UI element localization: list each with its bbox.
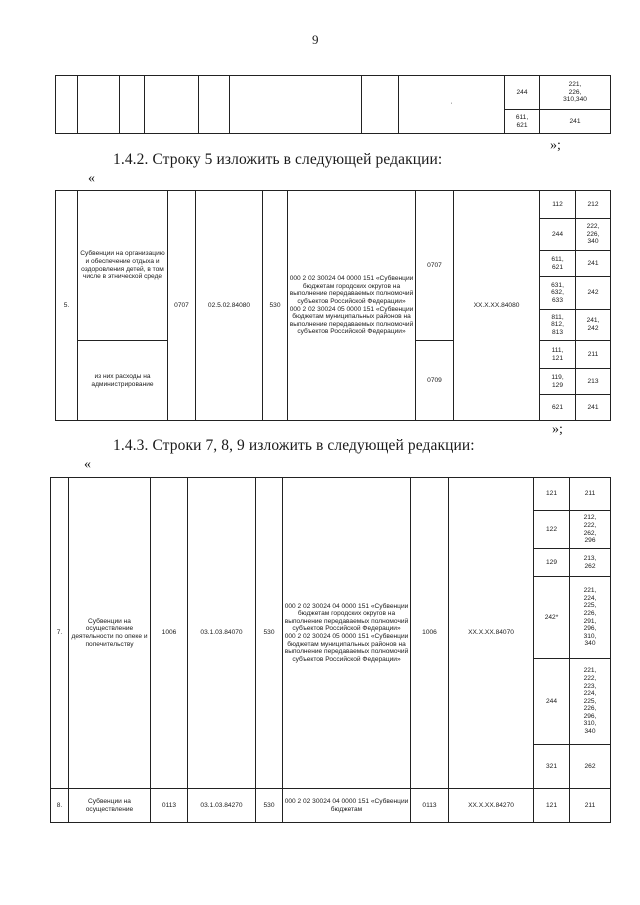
opening-quote: «: [84, 457, 91, 472]
cell-code-a: 122: [534, 511, 570, 549]
table-row: [56, 191, 611, 219]
cell-code-b: 221, 226, 310,340: [540, 76, 611, 110]
cell-vr: 530: [263, 191, 288, 421]
cell-revenue: 000 2 02 30024 04 0000 151 «Субвенции бюджетам: [283, 789, 411, 823]
page-number: 9: [312, 32, 319, 47]
row-name: Субвенции на осуществление деятельности по опеке и попечительству: [69, 478, 151, 789]
cell-code-a: 811, 812, 813: [540, 310, 576, 341]
cell-code-a: 242*: [534, 577, 570, 659]
cell-target: 03.1.03.84070: [188, 478, 256, 789]
table-row: [51, 789, 611, 823]
row-number: 5.: [56, 191, 78, 421]
cell-code-a: 129: [534, 549, 570, 577]
cell-code-b: 221, 224, 225, 226, 291, 296, 310, 340: [570, 577, 611, 659]
cell-code-a: 121: [534, 789, 570, 823]
cell-code: XX.X.XX.84270: [449, 789, 534, 823]
cell-rz: 1006: [411, 478, 449, 789]
cell-rz: 0709: [416, 341, 454, 421]
cell-target: 02.5.02.84080: [196, 191, 263, 421]
scan-mark: ·: [450, 100, 453, 108]
row-number: 8.: [51, 789, 69, 823]
cell-code-b: 242: [576, 277, 611, 310]
cell-code-a: 321: [534, 745, 570, 789]
cell-code-b: 241, 242: [576, 310, 611, 341]
closing-quote: »;: [552, 422, 563, 437]
section-heading: 1.4.2. Строку 5 изложить в следующей редакции:: [113, 151, 443, 168]
cell-code-b: 211: [570, 789, 611, 823]
cell-code-a: 631, 632, 633: [540, 277, 576, 310]
cell-code: XX.X.XX.84080: [454, 191, 540, 421]
cell-code-a: 244: [505, 76, 540, 110]
cell-rz: 0707: [416, 191, 454, 341]
cell-code-b: 211: [576, 341, 611, 369]
cell-code-a: 611, 621: [505, 110, 540, 134]
row-number: 7.: [51, 478, 69, 789]
table-row: [51, 478, 611, 511]
table-row: [56, 76, 611, 110]
cell-razdel: 0113: [151, 789, 188, 823]
cell-vr: 530: [256, 789, 283, 823]
cell-code-b: 222, 226, 340: [576, 219, 611, 251]
cell-rz: 0113: [411, 789, 449, 823]
cell-code-a: 611, 621: [540, 251, 576, 277]
cell-target: 03.1.03.84270: [188, 789, 256, 823]
cell-code-b: 262: [570, 745, 611, 789]
cell-code-b: 241: [540, 110, 611, 134]
cell-vr: 530: [256, 478, 283, 789]
cell-razdel: 1006: [151, 478, 188, 789]
cell-code-a: 244: [540, 219, 576, 251]
cell-code-b: 212: [576, 191, 611, 219]
cell-code: XX.X.XX.84070: [449, 478, 534, 789]
cell-code-b: 213, 262: [570, 549, 611, 577]
cell-code-a: 119, 129: [540, 369, 576, 395]
cell-revenue: 000 2 02 30024 04 0000 151 «Субвенции бюджетам городских округов на выполнение передаваемых полномочий субъектов Российской Федерации» 000 2 02 30024 05 0000 151 «Субвенции бюджетам муниципальных районов на выполнение передаваемых полномочий субъектов Российской Федерации»: [288, 191, 416, 421]
cell-code-b: 213: [576, 369, 611, 395]
cell-code-b: 241: [576, 251, 611, 277]
table-rows-7-8: [50, 477, 611, 823]
opening-quote: «: [88, 171, 95, 186]
cell-code-a: 621: [540, 395, 576, 421]
cell-code-b: 221, 222, 223, 224, 225, 226, 296, 310, 340: [570, 659, 611, 745]
row-name: Субвенции на осуществление: [69, 789, 151, 823]
cell-revenue: 000 2 02 30024 04 0000 151 «Субвенции бюджетам городских округов на выполнение передаваемых полномочий субъектов Российской Федерации» 000 2 02 30024 05 0000 151 «Субвенции бюджетам муниципальных районов на выполнение передаваемых полномочий субъектов Российской Федерации»: [283, 478, 411, 789]
table-continuation: [55, 75, 611, 134]
row-name: Субвенции на организацию и обеспечение отдыха и оздоровления детей, в том числе в этнической среде: [78, 191, 168, 341]
row-subname: из них расходы на администрирование: [78, 341, 168, 421]
table-row-5: [55, 190, 611, 421]
cell-code-b: 212, 222, 262, 296: [570, 511, 611, 549]
cell-razdel: 0707: [168, 191, 196, 421]
cell-code-a: 244: [534, 659, 570, 745]
cell-code-a: 121: [534, 478, 570, 511]
cell-code-b: 241: [576, 395, 611, 421]
cell-code-a: 112: [540, 191, 576, 219]
cell-code-a: 111, 121: [540, 341, 576, 369]
closing-quote: »;: [550, 138, 561, 153]
section-heading: 1.4.3. Строки 7, 8, 9 изложить в следующей редакции:: [113, 437, 475, 454]
cell-code-b: 211: [570, 478, 611, 511]
